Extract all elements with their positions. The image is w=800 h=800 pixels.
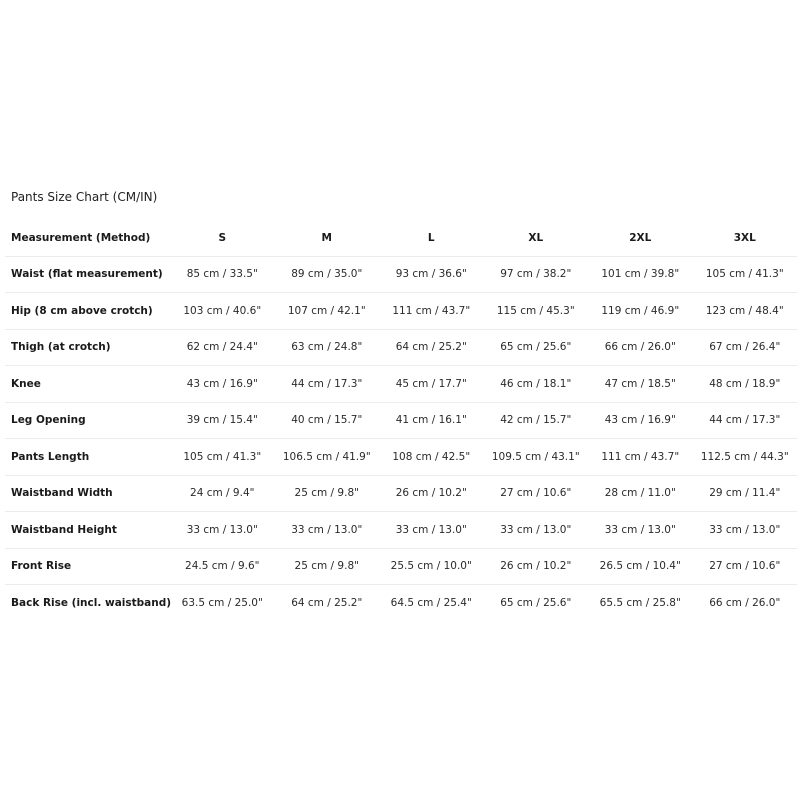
table-cell: 40 cm / 15.7" xyxy=(275,402,380,439)
table-row xyxy=(5,329,797,366)
column-header-size: L xyxy=(427,231,435,244)
column-header-size: M xyxy=(321,231,332,244)
table-cell: 33 cm / 13.0" xyxy=(379,512,484,549)
table-cell: 25.5 cm / 10.0" xyxy=(379,548,484,585)
table-cell: 64.5 cm / 25.4" xyxy=(379,585,484,621)
row-label: Waist (flat measurement) xyxy=(5,256,170,293)
size-chart-table xyxy=(5,220,797,621)
table-cell: 85 cm / 33.5" xyxy=(170,256,275,293)
table-cell: 108 cm / 42.5" xyxy=(379,439,484,476)
table-cell: 44 cm / 17.3" xyxy=(693,402,798,439)
table-cell: 105 cm / 41.3" xyxy=(170,439,275,476)
table-cell: 106.5 cm / 41.9" xyxy=(275,439,380,476)
table-row xyxy=(5,402,797,439)
table-cell: 67 cm / 26.4" xyxy=(693,329,798,366)
row-label: Leg Opening xyxy=(5,402,170,439)
table-cell: 45 cm / 17.7" xyxy=(379,366,484,403)
table-row xyxy=(5,512,797,549)
table-cell: 111 cm / 43.7" xyxy=(588,439,693,476)
table-cell: 33 cm / 13.0" xyxy=(693,512,798,549)
table-cell: 62 cm / 24.4" xyxy=(170,329,275,366)
column-header-size: XL xyxy=(528,231,544,244)
table-cell: 25 cm / 9.8" xyxy=(275,548,380,585)
table-cell: 63.5 cm / 25.0" xyxy=(170,585,275,621)
table-cell: 93 cm / 36.6" xyxy=(379,256,484,293)
page-title: Pants Size Chart (CM/IN) xyxy=(11,190,158,204)
table-cell: 89 cm / 35.0" xyxy=(275,256,380,293)
table-cell: 41 cm / 16.1" xyxy=(379,402,484,439)
table-cell: 33 cm / 13.0" xyxy=(484,512,589,549)
table-cell: 24.5 cm / 9.6" xyxy=(170,548,275,585)
table-cell: 119 cm / 46.9" xyxy=(588,293,693,330)
table-cell: 64 cm / 25.2" xyxy=(275,585,380,621)
table-cell: 33 cm / 13.0" xyxy=(170,512,275,549)
table-cell: 101 cm / 39.8" xyxy=(588,256,693,293)
table-row xyxy=(5,585,797,621)
table-cell: 42 cm / 15.7" xyxy=(484,402,589,439)
table-cell: 27 cm / 10.6" xyxy=(693,548,798,585)
table-cell: 25 cm / 9.8" xyxy=(275,475,380,512)
table-cell: 44 cm / 17.3" xyxy=(275,366,380,403)
table-cell: 27 cm / 10.6" xyxy=(484,475,589,512)
table-cell: 65 cm / 25.6" xyxy=(484,329,589,366)
table-cell: 64 cm / 25.2" xyxy=(379,329,484,366)
table-cell: 97 cm / 38.2" xyxy=(484,256,589,293)
row-label: Hip (8 cm above crotch) xyxy=(5,293,170,330)
column-header-size: 2XL xyxy=(629,231,652,244)
column-header-size: 3XL xyxy=(733,231,756,244)
row-label: Knee xyxy=(5,366,170,403)
table-cell: 43 cm / 16.9" xyxy=(170,366,275,403)
column-header-measurement: Measurement (Method) xyxy=(11,231,151,244)
row-label: Waistband Width xyxy=(5,475,170,512)
table-cell: 109.5 cm / 43.1" xyxy=(484,439,589,476)
table-row xyxy=(5,439,797,476)
table-cell: 66 cm / 26.0" xyxy=(588,329,693,366)
row-label: Thigh (at crotch) xyxy=(5,329,170,366)
table-cell: 46 cm / 18.1" xyxy=(484,366,589,403)
table-cell: 111 cm / 43.7" xyxy=(379,293,484,330)
table-cell: 112.5 cm / 44.3" xyxy=(693,439,798,476)
table-cell: 115 cm / 45.3" xyxy=(484,293,589,330)
table-row xyxy=(5,366,797,403)
table-cell: 47 cm / 18.5" xyxy=(588,366,693,403)
table-row xyxy=(5,475,797,512)
table-cell: 66 cm / 26.0" xyxy=(693,585,798,621)
table-cell: 28 cm / 11.0" xyxy=(588,475,693,512)
table-cell: 39 cm / 15.4" xyxy=(170,402,275,439)
table-cell: 107 cm / 42.1" xyxy=(275,293,380,330)
table-cell: 26.5 cm / 10.4" xyxy=(588,548,693,585)
table-row xyxy=(5,256,797,293)
table-cell: 123 cm / 48.4" xyxy=(693,293,798,330)
row-label: Back Rise (incl. waistband) xyxy=(5,585,170,621)
table-cell: 26 cm / 10.2" xyxy=(484,548,589,585)
table-cell: 43 cm / 16.9" xyxy=(588,402,693,439)
table-cell: 65 cm / 25.6" xyxy=(484,585,589,621)
table-cell: 26 cm / 10.2" xyxy=(379,475,484,512)
row-label: Waistband Height xyxy=(5,512,170,549)
table-header-row xyxy=(5,220,797,256)
column-header-size: S xyxy=(218,231,227,244)
table-cell: 33 cm / 13.0" xyxy=(275,512,380,549)
table-row xyxy=(5,293,797,330)
table-row xyxy=(5,548,797,585)
table-cell: 105 cm / 41.3" xyxy=(693,256,798,293)
table-cell: 48 cm / 18.9" xyxy=(693,366,798,403)
table-cell: 63 cm / 24.8" xyxy=(275,329,380,366)
table-cell: 29 cm / 11.4" xyxy=(693,475,798,512)
table-cell: 24 cm / 9.4" xyxy=(170,475,275,512)
row-label: Pants Length xyxy=(5,439,170,476)
row-label: Front Rise xyxy=(5,548,170,585)
table-cell: 65.5 cm / 25.8" xyxy=(588,585,693,621)
table-cell: 33 cm / 13.0" xyxy=(588,512,693,549)
table-cell: 103 cm / 40.6" xyxy=(170,293,275,330)
